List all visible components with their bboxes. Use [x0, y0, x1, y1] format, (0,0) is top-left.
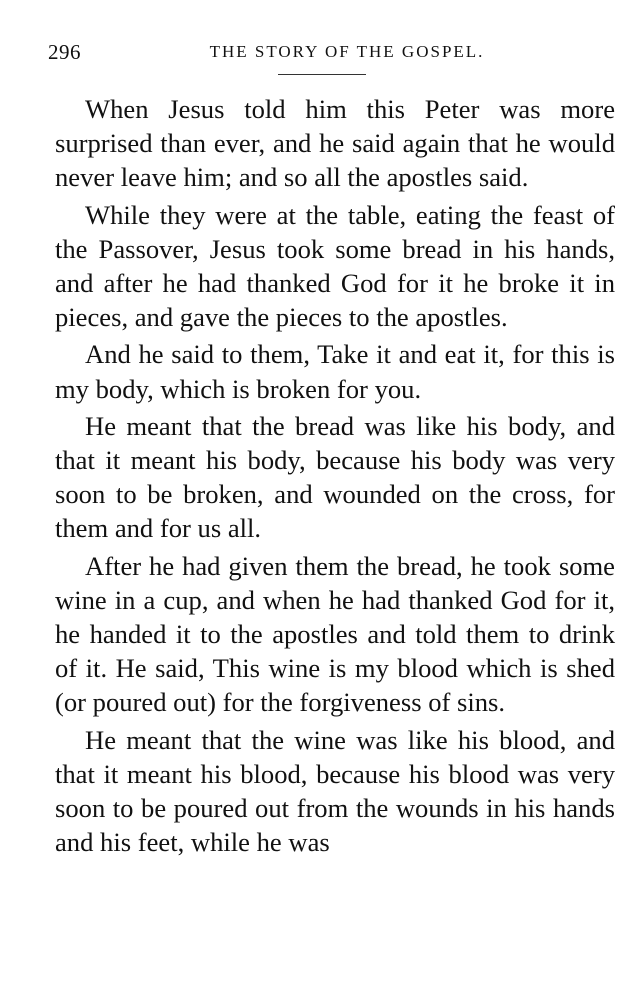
paragraph: And he said to them, Take it and eat it, for this is my body, which is broken for you. — [55, 339, 615, 404]
header-rule — [278, 74, 366, 75]
paragraph: While they were at the table, eating the feast of the Passover, Jesus took some bread in his hands, and after he had thanked God for it he broke it in pieces, and gave the pieces to the apostles. — [55, 199, 615, 333]
body-text — [55, 92, 615, 862]
paragraph: He meant that the bread was like his body, and that it meant his body, because his body was very soon to be broken, and wounded on the cross, for them and for us all. — [55, 410, 615, 544]
paragraph: When Jesus told him this Peter was more surprised than ever, and he said again that he would never leave him; and so all the apostles said. — [55, 94, 615, 193]
page-header — [48, 40, 608, 70]
paragraph: After he had given them the bread, he took some wine in a cup, and when he had thanked God for it, he handed it to the apostles and told them to drink of it. He said, This wine is my blood which is shed (or poured out) for the forgiveness of sins. — [55, 550, 615, 718]
page-number: 296 — [48, 40, 81, 64]
paragraph: He meant that the wine was like his blood, and that it meant his blood, because his blood was very soon to be poured out from the wounds in his hands and his feet, while he was — [55, 724, 615, 858]
running-title: THE STORY OF THE GOSPEL. — [209, 42, 485, 61]
